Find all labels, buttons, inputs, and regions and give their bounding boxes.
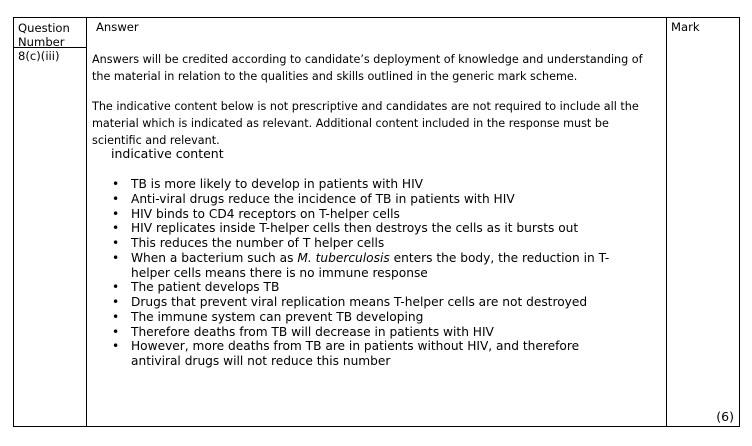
question-number: 8(c)(iii) xyxy=(18,49,60,63)
list-item: • Anti-viral drugs reduce the incidence of TB in patients with HIV xyxy=(112,192,632,207)
species-name: M. tuberculosis xyxy=(297,250,390,265)
point-text: enters the body, the reduction in T-helper cells means there is no immune response xyxy=(131,250,610,280)
mark-header: Mark xyxy=(671,20,700,34)
list-item: • However, more deaths from TB are in patients without HIV, and therefore antiviral drugs will not reduce this number xyxy=(112,339,632,369)
list-item xyxy=(112,251,632,281)
list-item: • TB is more likely to develop in patients with HIV xyxy=(112,177,632,192)
generic-paragraph-1: Answers will be credited according to candidate’s deployment of knowledge and understanding of the material in relation to the qualities and skills outlined in the generic mark scheme. xyxy=(92,53,643,83)
list-item: • Drugs that prevent viral replication means T-helper cells are not destroyed xyxy=(112,295,632,310)
mark-value: (6) xyxy=(716,409,734,424)
list-item: • Therefore deaths from TB will decrease in patients with HIV xyxy=(112,325,632,340)
answer-header: Answer xyxy=(96,20,139,34)
list-item: • This reduces the number of T helper cells xyxy=(112,236,632,251)
list-item: • HIV binds to CD4 receptors on T-helper cells xyxy=(112,207,632,222)
list-item: • HIV replicates inside T-helper cells then destroys the cells as it bursts out xyxy=(112,221,632,236)
mark-scheme-table xyxy=(13,17,740,427)
indicative-content-heading: indicative content xyxy=(111,146,224,161)
column-divider xyxy=(86,18,87,426)
generic-paragraph-2: The indicative content below is not prescriptive and candidates are not required to include all the material which is indicated as relevant. Additional content included in the response must be scientific and relevant. xyxy=(92,100,639,147)
list-item: • The patient develops TB xyxy=(112,280,632,295)
column-divider xyxy=(666,18,667,426)
list-item: • The immune system can prevent TB developing xyxy=(112,310,632,325)
point-text: When a bacterium such as xyxy=(131,250,298,265)
question-number-header: Question Number xyxy=(18,21,70,49)
indicative-points-list xyxy=(112,177,632,369)
